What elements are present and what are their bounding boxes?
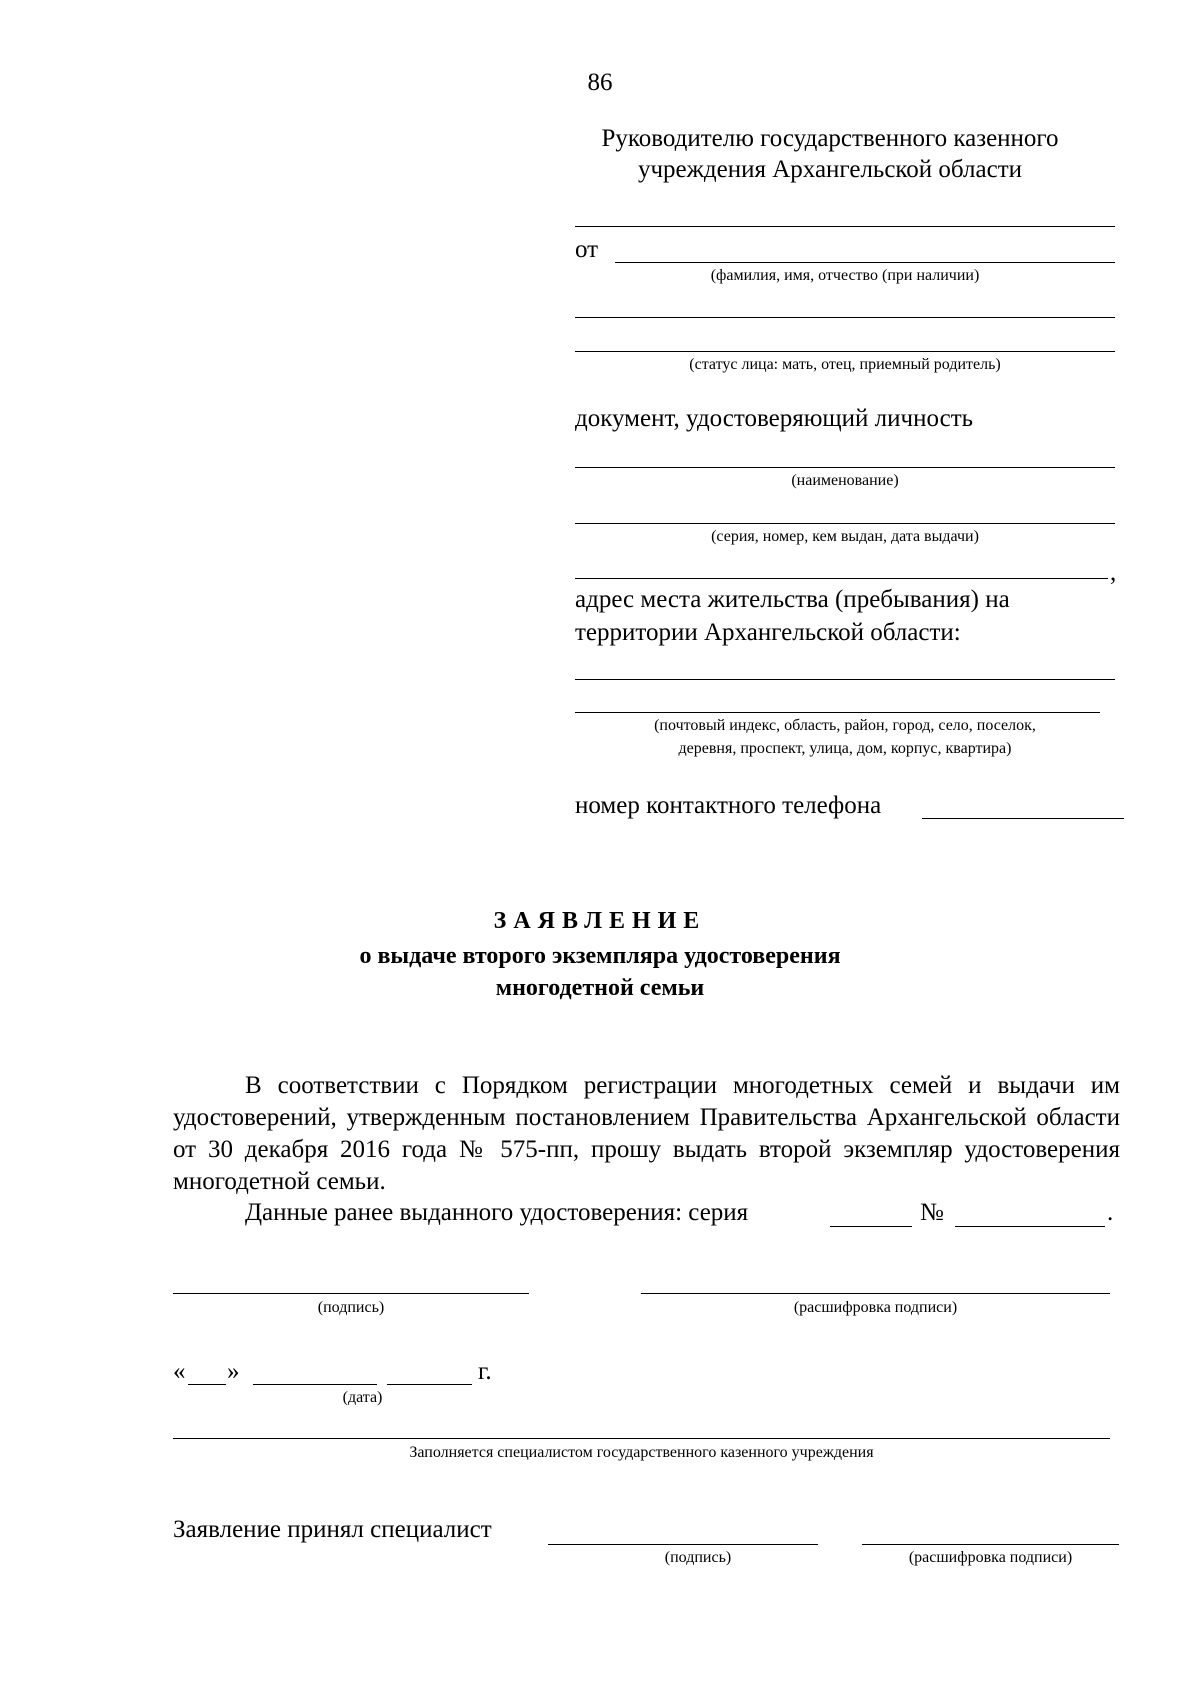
- document-subtitle-line-1: о выдаче второго экземпляра удостоверения: [359, 943, 841, 969]
- address-line: [575, 679, 1115, 680]
- from-label: от: [575, 236, 599, 263]
- address-label-line-2: территории Архангельской области:: [575, 619, 961, 646]
- addressee-line-1: Руководителю государственного казенного: [601, 125, 1059, 152]
- date-caption: (дата): [342, 1389, 383, 1406]
- blank-line: [575, 317, 1115, 318]
- address-line: [575, 712, 1100, 713]
- document-subtitle-line-2: многодетной семьи: [495, 975, 705, 1001]
- specialist-decode-line: [862, 1544, 1119, 1545]
- body-paragraph: В соответствии с Порядком регистрации многодетных семей и выдачи им удостоверений, утвержденным постановлением Правительства Архангельской области от 30 декабря 2016 года № 575-пп, прошу выдать второй экземпляр удостоверения многодетной семьи.: [173, 1072, 1120, 1195]
- phone-line: [922, 818, 1124, 819]
- year-suffix: г.: [478, 1358, 492, 1385]
- signature-caption: (подпись): [317, 1299, 385, 1316]
- quote-open: «: [173, 1358, 186, 1385]
- specialist-signature-line: [548, 1544, 818, 1545]
- doc-details-line: [575, 523, 1115, 524]
- addressee-line-2: учреждения Архангельской области: [637, 156, 1023, 183]
- doc-name-caption: (наименование): [791, 472, 899, 489]
- blank-line: [575, 578, 1108, 579]
- blank-line: [575, 226, 1115, 227]
- doc-details-caption: (серия, номер, кем выдан, дата выдачи): [711, 528, 979, 545]
- accepted-label: Заявление принял специалист: [173, 1516, 492, 1543]
- period: .: [1107, 1199, 1114, 1226]
- doc-name-line: [575, 467, 1115, 468]
- day-line: [188, 1384, 226, 1385]
- month-line: [253, 1384, 377, 1385]
- quote-close: »: [227, 1358, 240, 1385]
- fio-line: [615, 262, 1115, 263]
- status-caption: (статус лица: мать, отец, приемный родитель): [689, 356, 1001, 373]
- address-label-line-1: адрес места жительства (пребывания) на: [575, 586, 1010, 613]
- specialist-decode-caption: (расшифровка подписи): [908, 1549, 1073, 1566]
- address-caption-line-1: (почтовый индекс, область, район, город, село, поселок,: [654, 717, 1036, 734]
- year-line: [387, 1384, 472, 1385]
- prev-certificate-label: Данные ранее выданного удостоверения: серия: [245, 1199, 749, 1226]
- page-number: 86: [587, 69, 613, 96]
- status-line: [575, 351, 1115, 352]
- separator-line: [173, 1438, 1110, 1439]
- filled-by-caption: Заполняется специалистом государственного казенного учреждения: [409, 1444, 874, 1461]
- doc-label: документ, удостоверяющий личность: [575, 405, 974, 432]
- phone-label: номер контактного телефона: [575, 792, 882, 819]
- address-caption-line-2: деревня, проспект, улица, дом, корпус, квартира): [678, 740, 1012, 757]
- decode-caption: (расшифровка подписи): [793, 1299, 958, 1316]
- signature-line: [173, 1293, 529, 1294]
- specialist-signature-caption: (подпись): [664, 1549, 732, 1566]
- comma: ,: [1110, 559, 1117, 586]
- decode-line: [641, 1293, 1110, 1294]
- number-sign: №: [920, 1199, 944, 1226]
- fio-caption: (фамилия, имя, отчество (при наличии): [710, 267, 980, 284]
- series-line: [830, 1226, 912, 1227]
- document-title: ЗАЯВЛЕНИЕ: [493, 908, 707, 934]
- number-line: [955, 1226, 1105, 1227]
